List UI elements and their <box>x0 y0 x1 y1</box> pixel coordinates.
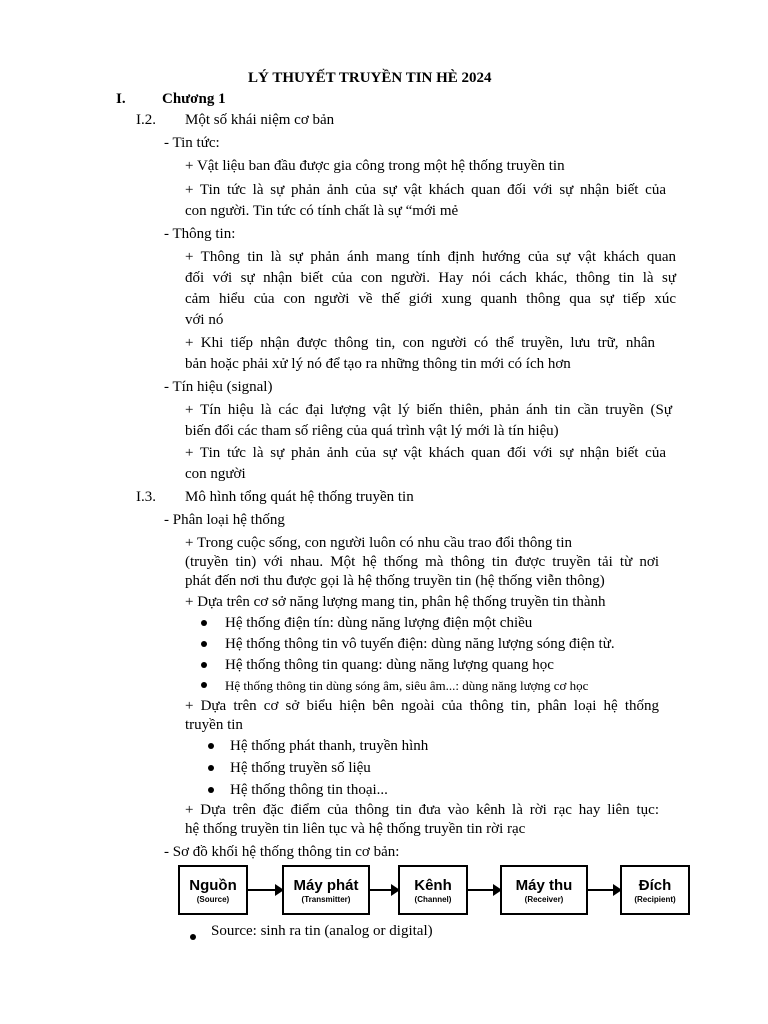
block-label: Máy phát <box>293 877 359 894</box>
diagram-block-transmitter <box>282 865 370 915</box>
diagram-block-recipient <box>620 865 690 915</box>
bullet-icon <box>208 787 214 793</box>
arrow-right-icon <box>468 889 500 891</box>
block-label: Máy thu <box>515 877 573 894</box>
section-title: Một số khái niệm cơ bản <box>185 112 335 128</box>
paragraph-line: + Dựa trên đặc điểm của thông tin đưa vào kênh là rời rạc hay liên tục: <box>185 802 659 818</box>
paragraph-line: hệ thống truyền tin liên tục và hệ thống truyền tin rời rạc <box>185 821 526 837</box>
paragraph-line: con người. Tin tức có tính chất là sự “mới mẻ <box>185 203 459 219</box>
subheading-tin-tuc: - Tin tức: <box>164 135 220 151</box>
bullet-icon <box>208 765 214 771</box>
block-diagram <box>178 865 690 917</box>
paragraph-line: + Tín hiệu là các đại lượng vật lý biến thiên, phản ánh tin cần truyền (Sự <box>185 402 672 418</box>
paragraph-line: + Trong cuộc sống, con người luôn có nhu cầu trao đổi thông tin <box>185 535 572 551</box>
paragraph-line: cảm hiểu của con người về thế giới xung quanh thông qua sự tiếp xúc <box>185 291 676 307</box>
chapter-number: I. <box>116 91 126 107</box>
paragraph-line: + Dựa trên cơ sở năng lượng mang tin, phân hệ thống truyền tin thành <box>185 594 606 610</box>
paragraph-line: con người <box>185 466 246 482</box>
bullet-icon <box>190 934 196 940</box>
block-sublabel: (Channel) <box>414 895 452 904</box>
paragraph-line: + Khi tiếp nhận được thông tin, con người có thể truyền, lưu trữ, nhân <box>185 335 655 351</box>
diagram-block-source <box>178 865 248 915</box>
paragraph-line: (truyền tin) với nhau. Một hệ thống mà thông tin được truyền tải từ nơi <box>185 554 659 570</box>
list-item: Hệ thống thông tin thoại... <box>230 782 388 798</box>
diagram-block-channel <box>398 865 468 915</box>
bullet-icon <box>201 662 207 668</box>
paragraph-line: + Vật liệu ban đầu được gia công trong một hệ thống truyền tin <box>185 158 565 174</box>
arrow-right-icon <box>588 889 620 891</box>
block-sublabel: (Source) <box>196 895 230 904</box>
bullet-icon <box>208 743 214 749</box>
paragraph-line: + Thông tin là sự phản ánh mang tính định hướng của sự vật khách quan <box>185 249 676 265</box>
arrow-right-icon <box>248 889 282 891</box>
list-item: Hệ thống thông tin dùng sóng âm, siêu âm...: dùng năng lượng cơ học <box>225 678 589 693</box>
bullet-icon <box>201 620 207 626</box>
list-item: Source: sinh ra tin (analog or digital) <box>211 923 433 939</box>
list-item: Hệ thống điện tín: dùng năng lượng điện một chiều <box>225 615 533 631</box>
block-sublabel: (Transmitter) <box>301 895 351 904</box>
paragraph-line: phát đến nơi thu được gọi là hệ thống truyền tin (hệ thống viễn thông) <box>185 573 605 589</box>
section-title: Mô hình tổng quát hệ thống truyền tin <box>185 489 414 505</box>
bullet-icon <box>201 641 207 647</box>
diagram-block-receiver <box>500 865 588 915</box>
list-item: Hệ thống truyền số liệu <box>230 760 371 776</box>
subheading-thong-tin: - Thông tin: <box>164 226 236 242</box>
subheading-tin-hieu: - Tín hiệu (signal) <box>164 379 273 395</box>
block-label: Đích <box>638 877 672 894</box>
paragraph-line: đối với sự nhận biết của con người. Hay nói cách khác, thông tin là sự <box>185 270 676 286</box>
list-item: Hệ thống thông tin vô tuyến điện: dùng năng lượng sóng điện từ. <box>225 636 615 652</box>
arrow-right-icon <box>370 889 398 891</box>
block-label: Kênh <box>414 877 452 894</box>
paragraph-line: + Tin tức là sự phản ảnh của sự vật khách quan đối với sự nhận biết của <box>185 445 666 461</box>
subheading-phan-loai: - Phân loại hệ thống <box>164 512 285 528</box>
paragraph-line: bản hoặc phải xử lý nó để tạo ra những thông tin mới có ích hơn <box>185 356 571 372</box>
paragraph-line: + Tin tức là sự phản ảnh của sự vật khách quan đối với sự nhận biết của <box>185 182 666 198</box>
chapter-title: Chương 1 <box>162 91 226 107</box>
section-number: I.2. <box>136 112 156 128</box>
block-sublabel: (Recipient) <box>634 895 676 904</box>
paragraph-line: truyền tin <box>185 717 243 733</box>
block-label: Nguồn <box>189 877 237 894</box>
paragraph-line: + Dựa trên cơ sở biểu hiện bên ngoài của thông tin, phân loại hệ thống <box>185 698 659 714</box>
block-sublabel: (Receiver) <box>524 895 564 904</box>
bullet-icon <box>201 682 207 688</box>
section-number: I.3. <box>136 489 156 505</box>
paragraph-line: biến đổi các tham số riêng của quá trình vật lý mới là tín hiệu) <box>185 423 559 439</box>
page-title: LÝ THUYẾT TRUYỀN TIN HÈ 2024 <box>248 70 492 86</box>
paragraph-line: với nó <box>185 312 224 328</box>
list-item: Hệ thống phát thanh, truyền hình <box>230 738 429 754</box>
subheading-so-do: - Sơ đồ khối hệ thống thông tin cơ bản: <box>164 844 400 860</box>
list-item: Hệ thống thông tin quang: dùng năng lượng quang học <box>225 657 554 673</box>
